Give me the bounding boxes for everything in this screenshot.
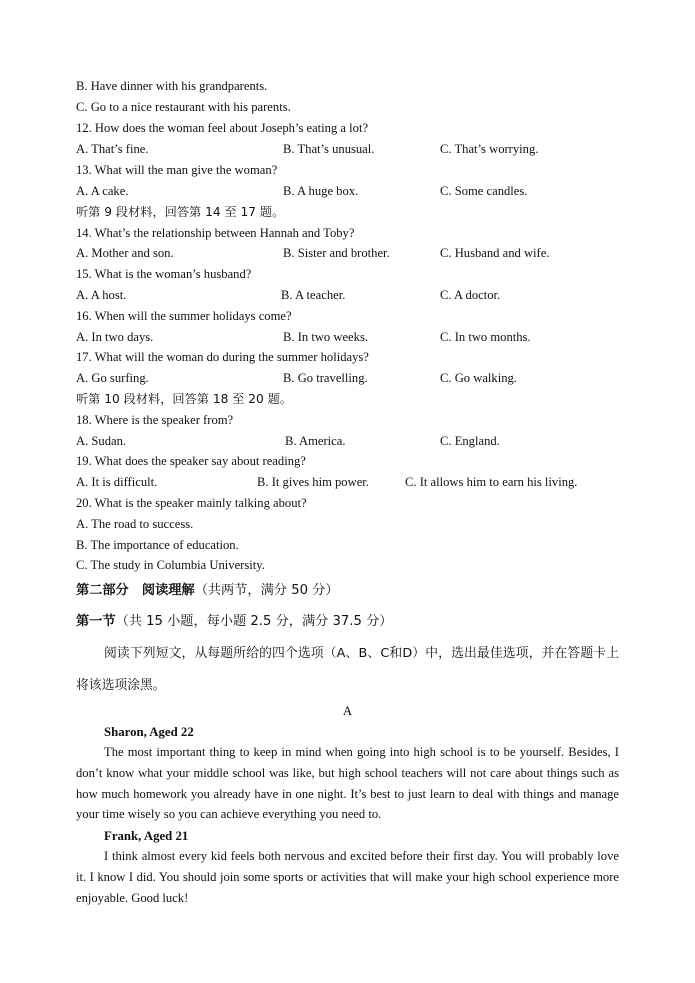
option: A. A cake. bbox=[76, 184, 129, 198]
part-1-note: （共 15 小题，每小题 2.5 分，满分 37.5 分） bbox=[115, 614, 393, 629]
question-17: 17. What will the woman do during the summer holidays? bbox=[76, 350, 369, 364]
part-1-heading bbox=[76, 614, 392, 630]
question-18: 18. Where is the speaker from? bbox=[76, 413, 234, 427]
option: C. In two months. bbox=[440, 330, 531, 344]
option: B. It gives him power. bbox=[257, 475, 369, 489]
section-2-title: 第二部分 阅读理解 bbox=[76, 583, 195, 598]
person-name-sharon: Sharon, Aged 22 bbox=[104, 725, 194, 739]
option: B. America. bbox=[285, 434, 346, 448]
option: A. A host. bbox=[76, 288, 127, 302]
option: B. A teacher. bbox=[281, 288, 346, 302]
question-13: 13. What will the man give the woman? bbox=[76, 163, 278, 177]
option: A. It is difficult. bbox=[76, 475, 158, 489]
part-1-title: 第一节 bbox=[76, 614, 116, 629]
option-20c: C. The study in Columbia University. bbox=[76, 558, 265, 572]
section-2-heading bbox=[76, 583, 339, 599]
option: C. England. bbox=[440, 434, 500, 448]
paragraph-frank: I think almost every kid feels both nervous and excited before their first day. You will probably love it. I know I did. You should join some sports or activities that will make your high school experience more enjoyable. Good luck! bbox=[76, 849, 619, 905]
option: B. In two weeks. bbox=[283, 330, 368, 344]
option: B. Go travelling. bbox=[283, 371, 368, 385]
option: A. That’s fine. bbox=[76, 142, 149, 156]
option: B. Sister and brother. bbox=[283, 246, 390, 260]
option: C. It allows him to earn his living. bbox=[405, 475, 578, 489]
option-20b: B. The importance of education. bbox=[76, 538, 239, 552]
paragraph-sharon: The most important thing to keep in mind when going into high school is to be yourself. Besides, I don’t know what your middle school was like, but high school teachers will not care about things such as how much homework you already have in one night. It’s best to just learn to deal with things and manage your time wisely so you can achieve everything you need to. bbox=[76, 745, 619, 822]
reading-instruction: 阅读下列短文，从每题所给的四个选项（A、B、C和D）中，选出最佳选项，并在答题卡上将该选项涂黑。 bbox=[76, 646, 619, 693]
line-option-c: C. Go to a nice restaurant with his parents. bbox=[76, 100, 291, 114]
person-name-frank: Frank, Aged 21 bbox=[104, 829, 189, 843]
question-19: 19. What does the speaker say about reading? bbox=[76, 454, 306, 468]
option: C. Go walking. bbox=[440, 371, 517, 385]
question-15: 15. What is the woman’s husband? bbox=[76, 267, 252, 281]
material-10-instruction: 听第 10 段材料，回答第 18 至 20 题。 bbox=[76, 392, 293, 406]
option: B. A huge box. bbox=[283, 184, 359, 198]
question-14: 14. What’s the relationship between Hannah and Toby? bbox=[76, 226, 355, 240]
option: A. Go surfing. bbox=[76, 371, 149, 385]
option-20a: A. The road to success. bbox=[76, 517, 194, 531]
option: B. That’s unusual. bbox=[283, 142, 375, 156]
line-option-b: B. Have dinner with his grandparents. bbox=[76, 79, 268, 93]
option: C. Husband and wife. bbox=[440, 246, 550, 260]
option: A. Mother and son. bbox=[76, 246, 174, 260]
option: C. Some candles. bbox=[440, 184, 528, 198]
option: C. That’s worrying. bbox=[440, 142, 539, 156]
option: A. Sudan. bbox=[76, 434, 127, 448]
option: C. A doctor. bbox=[440, 288, 501, 302]
question-16: 16. When will the summer holidays come? bbox=[76, 309, 292, 323]
question-12: 12. How does the woman feel about Joseph’s eating a lot? bbox=[76, 121, 369, 135]
passage-label: A bbox=[342, 704, 353, 718]
section-2-note: （共两节，满分 50 分） bbox=[194, 583, 339, 598]
option: A. In two days. bbox=[76, 330, 154, 344]
question-20: 20. What is the speaker mainly talking about? bbox=[76, 496, 307, 510]
material-9-instruction: 听第 9 段材料，回答第 14 至 17 题。 bbox=[76, 205, 285, 219]
